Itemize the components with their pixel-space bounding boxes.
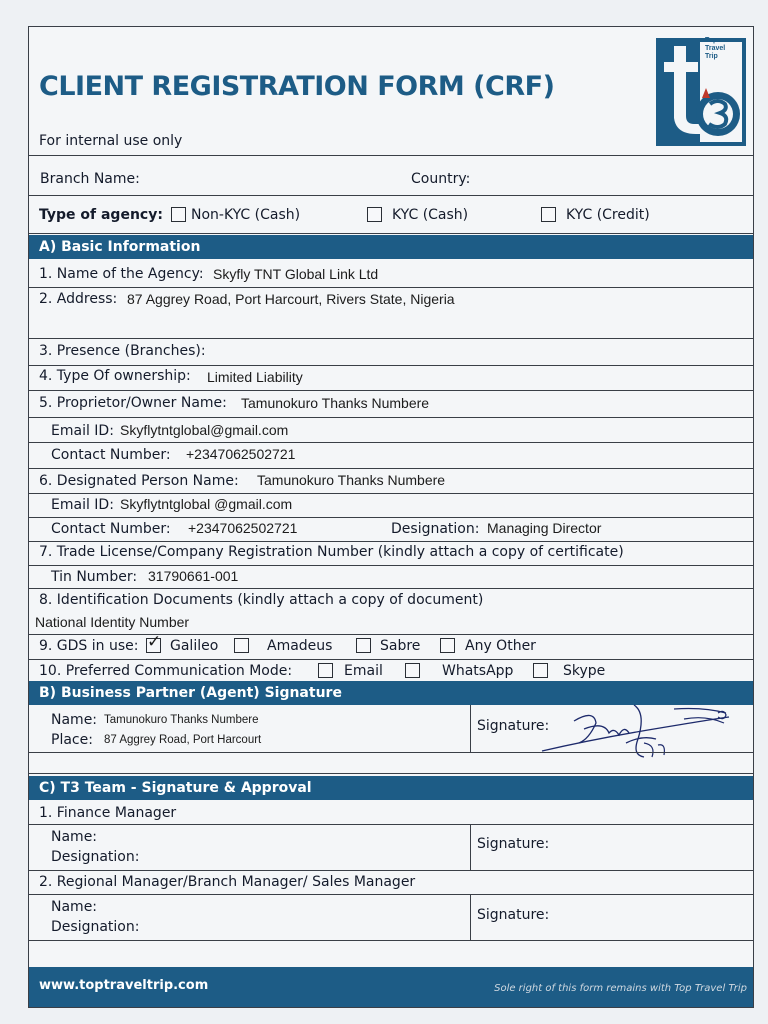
- email-checkbox[interactable]: [318, 663, 333, 678]
- handwritten-signature: [534, 699, 734, 769]
- divider: [29, 417, 753, 418]
- owner-email-label: Email ID:: [51, 423, 114, 439]
- finance-manager-label: 1. Finance Manager: [39, 805, 177, 821]
- regional-designation-label: Designation:: [51, 919, 140, 935]
- any-other-checkbox[interactable]: [440, 638, 455, 653]
- divider: [29, 659, 753, 660]
- footer-website-link[interactable]: www.toptraveltrip.com: [39, 978, 209, 993]
- designated-person-label: 6. Designated Person Name:: [39, 473, 239, 489]
- agent-place-value: 87 Aggrey Road, Port Harcourt: [104, 734, 262, 746]
- form-title: CLIENT REGISTRATION FORM (CRF): [39, 71, 555, 102]
- gds-label: 9. GDS in use:: [39, 638, 139, 654]
- designated-contact-value: +2347062502721: [188, 520, 298, 536]
- id-documents-label: 8. Identification Documents (kindly attach a copy of document): [39, 592, 484, 608]
- logo-text-line: Top: [705, 37, 718, 44]
- footer-bar: [29, 967, 753, 1007]
- divider: [29, 940, 753, 941]
- tin-label: Tin Number:: [51, 569, 138, 585]
- registration-form: [28, 26, 754, 1008]
- divider: [29, 634, 753, 635]
- owner-contact-label: Contact Number:: [51, 447, 171, 463]
- divider: [29, 338, 753, 339]
- finance-designation-label: Designation:: [51, 849, 140, 865]
- non-kyc-cash-checkbox[interactable]: [171, 207, 186, 222]
- divider: [29, 773, 753, 774]
- branch-name-label: Branch Name:: [40, 171, 140, 187]
- amadeus-checkbox[interactable]: [234, 638, 249, 653]
- communication-mode-label: 10. Preferred Communication Mode:: [39, 663, 293, 679]
- address-label: 2. Address:: [39, 291, 118, 307]
- kyc-credit-label: KYC (Credit): [566, 207, 650, 223]
- sabre-label: Sabre: [380, 638, 421, 654]
- designation-value: Managing Director: [487, 520, 602, 536]
- kyc-cash-label: KYC (Cash): [392, 207, 469, 223]
- divider: [470, 705, 471, 752]
- internal-use-note: For internal use only: [39, 133, 183, 149]
- divider: [29, 195, 753, 196]
- divider: [29, 588, 753, 589]
- amadeus-label: Amadeus: [267, 638, 333, 654]
- divider: [29, 287, 753, 288]
- agency-type-label: Type of agency:: [39, 207, 163, 223]
- owner-email-value: Skyflytntglobal@gmail.com: [120, 422, 289, 438]
- galileo-checkbox[interactable]: [146, 632, 162, 653]
- whatsapp-option-label: WhatsApp: [442, 663, 514, 679]
- kyc-credit-checkbox[interactable]: [541, 207, 556, 222]
- divider: [470, 894, 471, 940]
- divider: [29, 233, 753, 234]
- regional-signature-label: Signature:: [477, 907, 550, 923]
- section-c-header: C) T3 Team - Signature & Approval: [29, 776, 753, 800]
- divider: [29, 565, 753, 566]
- owner-contact-value: +2347062502721: [186, 446, 296, 462]
- whatsapp-checkbox[interactable]: [405, 663, 420, 678]
- sabre-checkbox[interactable]: [356, 638, 371, 653]
- divider: [29, 390, 753, 391]
- agent-place-label: Place:: [51, 732, 93, 748]
- agency-name-label: 1. Name of the Agency:: [39, 266, 204, 282]
- divider: [29, 894, 753, 895]
- email-option-label: Email: [344, 663, 383, 679]
- divider: [470, 824, 471, 870]
- divider: [29, 517, 753, 518]
- skype-option-label: Skype: [563, 663, 606, 679]
- address-value: 87 Aggrey Road, Port Harcourt, Rivers State, Nigeria: [127, 291, 455, 307]
- regional-manager-label: 2. Regional Manager/Branch Manager/ Sales Manager: [39, 874, 416, 890]
- galileo-label: Galileo: [170, 638, 219, 654]
- divider: [29, 493, 753, 494]
- finance-signature-label: Signature:: [477, 836, 550, 852]
- divider: [29, 365, 753, 366]
- divider: [29, 468, 753, 469]
- owner-name-label: 5. Proprietor/Owner Name:: [39, 395, 227, 411]
- divider: [29, 752, 753, 753]
- tin-value: 31790661-001: [148, 568, 239, 584]
- logo-wordmark: [705, 37, 745, 61]
- logo-text-line: Trip: [705, 53, 718, 60]
- section-b-header: B) Business Partner (Agent) Signature: [29, 681, 753, 705]
- logo-text-line: Travel: [705, 45, 726, 52]
- id-documents-value: National Identity Number: [35, 614, 190, 630]
- owner-name-value: Tamunokuro Thanks Numbere: [241, 395, 430, 411]
- designation-label: Designation:: [391, 521, 480, 537]
- presence-label: 3. Presence (Branches):: [39, 343, 206, 359]
- designated-person-value: Tamunokuro Thanks Numbere: [257, 472, 446, 488]
- agent-name-value: Tamunokuro Thanks Numbere: [104, 714, 259, 726]
- checkmark-icon: ✓: [147, 632, 162, 652]
- agency-name-value: Skyfly TNT Global Link Ltd: [213, 266, 379, 282]
- designated-contact-label: Contact Number:: [51, 521, 171, 537]
- country-label: Country:: [411, 171, 471, 187]
- trade-license-label: 7. Trade License/Company Registration Number (kindly attach a copy of certificate): [39, 544, 624, 560]
- ownership-label: 4. Type Of ownership:: [39, 368, 191, 384]
- agent-name-label: Name:: [51, 712, 98, 728]
- divider: [29, 442, 753, 443]
- any-other-label: Any Other: [465, 638, 536, 654]
- footer-rights-note: Sole right of this form remains with Top Travel Trip: [494, 983, 747, 994]
- divider: [29, 870, 753, 871]
- agent-signature-label: Signature:: [477, 718, 550, 734]
- non-kyc-cash-label: Non-KYC (Cash): [191, 207, 301, 223]
- designated-email-value: Skyflytntglobal @gmail.com: [120, 496, 293, 512]
- kyc-cash-checkbox[interactable]: [367, 207, 382, 222]
- designated-email-label: Email ID:: [51, 497, 114, 513]
- divider: [29, 541, 753, 542]
- finance-name-label: Name:: [51, 829, 98, 845]
- divider: [29, 155, 753, 156]
- ownership-value: Limited Liability: [207, 369, 303, 385]
- regional-name-label: Name:: [51, 899, 98, 915]
- divider: [29, 824, 753, 825]
- skype-checkbox[interactable]: [533, 663, 548, 678]
- section-a-header: A) Basic Information: [29, 235, 753, 259]
